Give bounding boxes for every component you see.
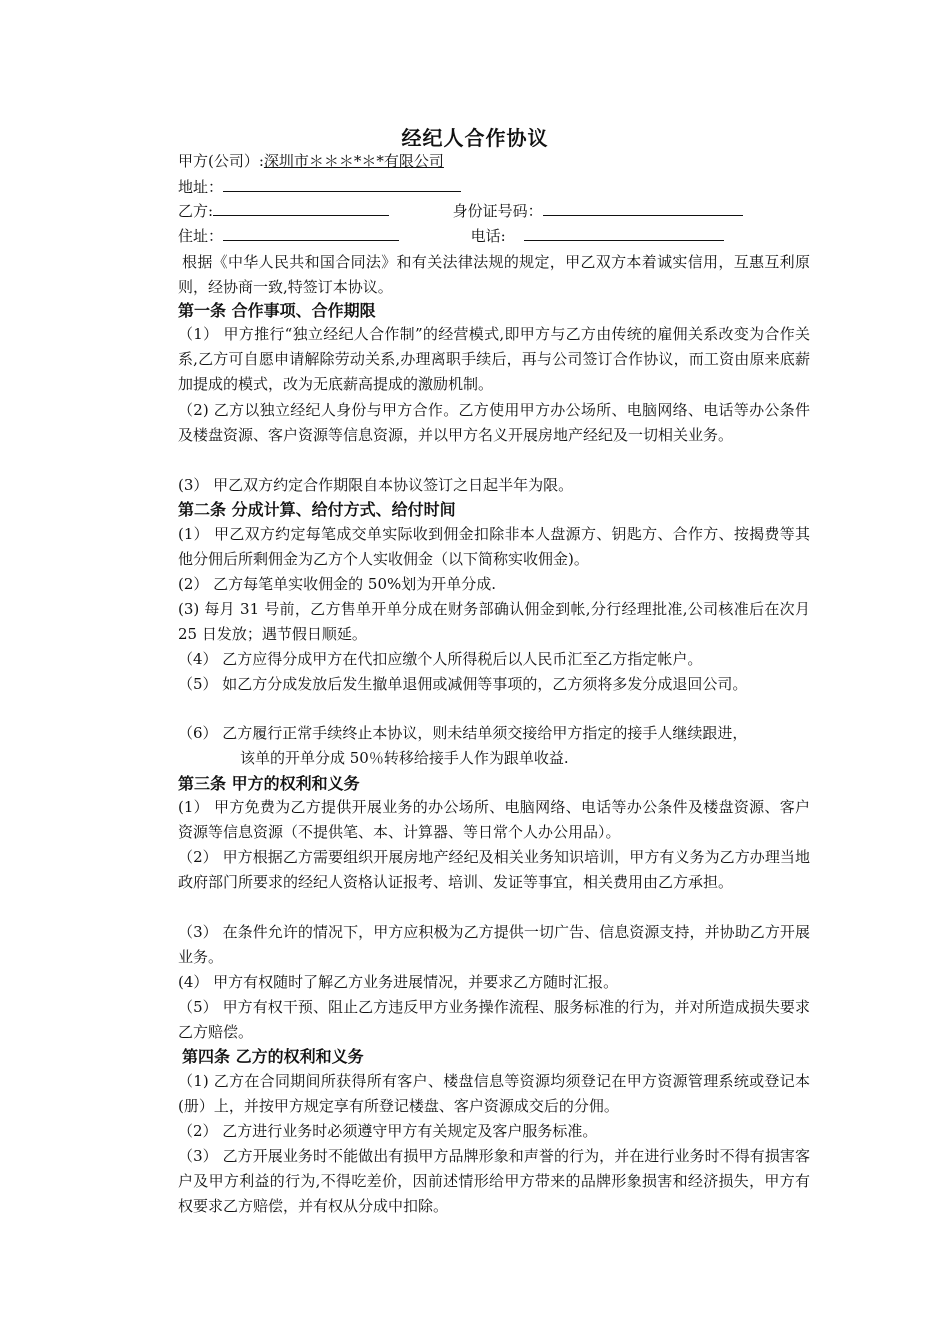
article-2-clause-4: （4） 乙方应得分成甲方在代扣应缴个人所得税后以人民币汇至乙方指定帐户。 — [178, 650, 703, 668]
residence-blank[interactable] — [223, 225, 399, 241]
residence-line — [178, 225, 724, 247]
article-4-clause-1: （1) 乙方在合同期间所获得所有客户、楼盘信息等资源均须登记在甲方资源管理系统或登记本(册）上，并按甲方规定享有所登记楼盘、客户资源成交后的分佣。 — [178, 1072, 810, 1115]
article-2-clause-3: (3) 每月 31 号前，乙方售单开单分成在财务部确认佣金到帐,分行经理批准,公司核准后在次月 25 日发放；遇节假日顺延。 — [178, 600, 810, 643]
article-3-clause-5: （5） 甲方有权干预、阻止乙方违反甲方业务操作流程、服务标准的行为，并对所造成损失要求乙方赔偿。 — [178, 998, 810, 1041]
article-2-clause-6: （6） 乙方履行正常手续终止本协议，则未结单须交接给甲方指定的接手人继续跟进， — [178, 724, 748, 742]
article-4-clause-3: （3） 乙方开展业务时不能做出有损甲方品牌形象和声誉的行为，并在进行业务时不得有损害客户及甲方利益的行为,不得吃差价，因前述情形给甲方带来的品牌形象损害和经济损失，甲方有权要求乙方赔偿，并有权从分成中扣除。 — [178, 1147, 810, 1215]
article-3-clause-4: (4） 甲方有权随时了解乙方业务进展情况，并要求乙方随时汇报。 — [178, 973, 619, 991]
article-1-clause-1: （1） 甲方推行“独立经纪人合作制”的经营模式,即甲方与乙方由传统的雇佣关系改变为合作关系,乙方可自愿申请解除劳动关系,办理离职手续后，再与公司签订合作协议，而工资由原来底薪加提成的模式，改为无底薪高提成的激励机制。 — [178, 325, 810, 393]
article-3-heading: 第三条 甲方的权利和义务 — [178, 774, 360, 793]
address-label: 地址： — [178, 178, 224, 196]
article-2-heading: 第二条 分成计算、给付方式、给付时间 — [178, 500, 456, 519]
article-1-clause-2: （2) 乙方以独立经纪人身份与甲方合作。乙方使用甲方办公场所、电脑网络、电话等办公条件及楼盘资源、客户资源等信息资源，并以甲方名义开展房地产经纪及一切相关业务。 — [178, 401, 810, 444]
residence-label: 住址： — [178, 227, 224, 245]
article-2-clause-5: （5） 如乙方分成发放后发生撤单退佣或减佣等事项的，乙方须将多发分成退回公司。 — [178, 675, 748, 693]
article-1-heading: 第一条 合作事项、合作期限 — [178, 301, 376, 320]
party-a-label: 甲方(公司）: — [178, 152, 264, 170]
address-blank[interactable] — [223, 176, 461, 192]
address-line — [178, 176, 461, 198]
phone-label: 电话: — [470, 227, 506, 245]
party-a-line — [178, 150, 444, 172]
article-4-heading: 第四条 乙方的权利和义务 — [182, 1047, 364, 1066]
intro-paragraph: 根据《中华人民共和国合同法》和有关法律法规的规定，甲乙双方本着诚实信用，互惠互利原则，经协商一致,特签订本协议。 — [178, 253, 810, 296]
party-b-blank[interactable] — [213, 200, 389, 216]
article-3-clause-1: (1） 甲方免费为乙方提供开展业务的办公场所、电脑网络、电话等办公条件及楼盘资源、客户资源等信息资源（不提供笔、本、计算器、等日常个人办公用品）。 — [178, 798, 810, 841]
article-2-clause-2: (2） 乙方每笔单实收佣金的 50%划为开单分成. — [178, 575, 497, 593]
phone-blank[interactable] — [524, 225, 724, 241]
article-4-clause-2: （2） 乙方进行业务时必须遵守甲方有关规定及客户服务标准。 — [178, 1122, 598, 1140]
article-3-clause-2: （2） 甲方根据乙方需要组织开展房地产经纪及相关业务知识培训，甲方有义务为乙方办理当地政府部门所要求的经纪人资格认证报考、培训、发证等事宜，相关费用由乙方承担。 — [178, 848, 810, 891]
article-2-clause-1: (1） 甲乙双方约定每笔成交单实际收到佣金扣除非本人盘源方、钥匙方、合作方、按揭费等其他分佣后所剩佣金为乙方个人实收佣金（以下简称实收佣金)。 — [178, 525, 810, 568]
party-b-line — [178, 200, 743, 222]
article-1-clause-3: (3） 甲乙双方约定合作期限自本协议签订之日起半年为限。 — [178, 476, 574, 494]
id-number-blank[interactable] — [543, 200, 743, 216]
party-a-company: 深圳市＊＊＊*＊*有限公司 — [263, 152, 444, 170]
article-2-clause-6-cont: 该单的开单分成 50％转移给接手人作为跟单收益. — [240, 749, 569, 767]
page-title: 经纪人合作协议 — [401, 126, 549, 150]
article-3-clause-3: （3） 在条件允许的情况下，甲方应积极为乙方提供一切广告、信息资源支持，并协助乙方开展业务。 — [178, 923, 810, 966]
id-number-label: 身份证号码： — [452, 202, 543, 220]
party-b-label: 乙方: — [178, 202, 214, 220]
